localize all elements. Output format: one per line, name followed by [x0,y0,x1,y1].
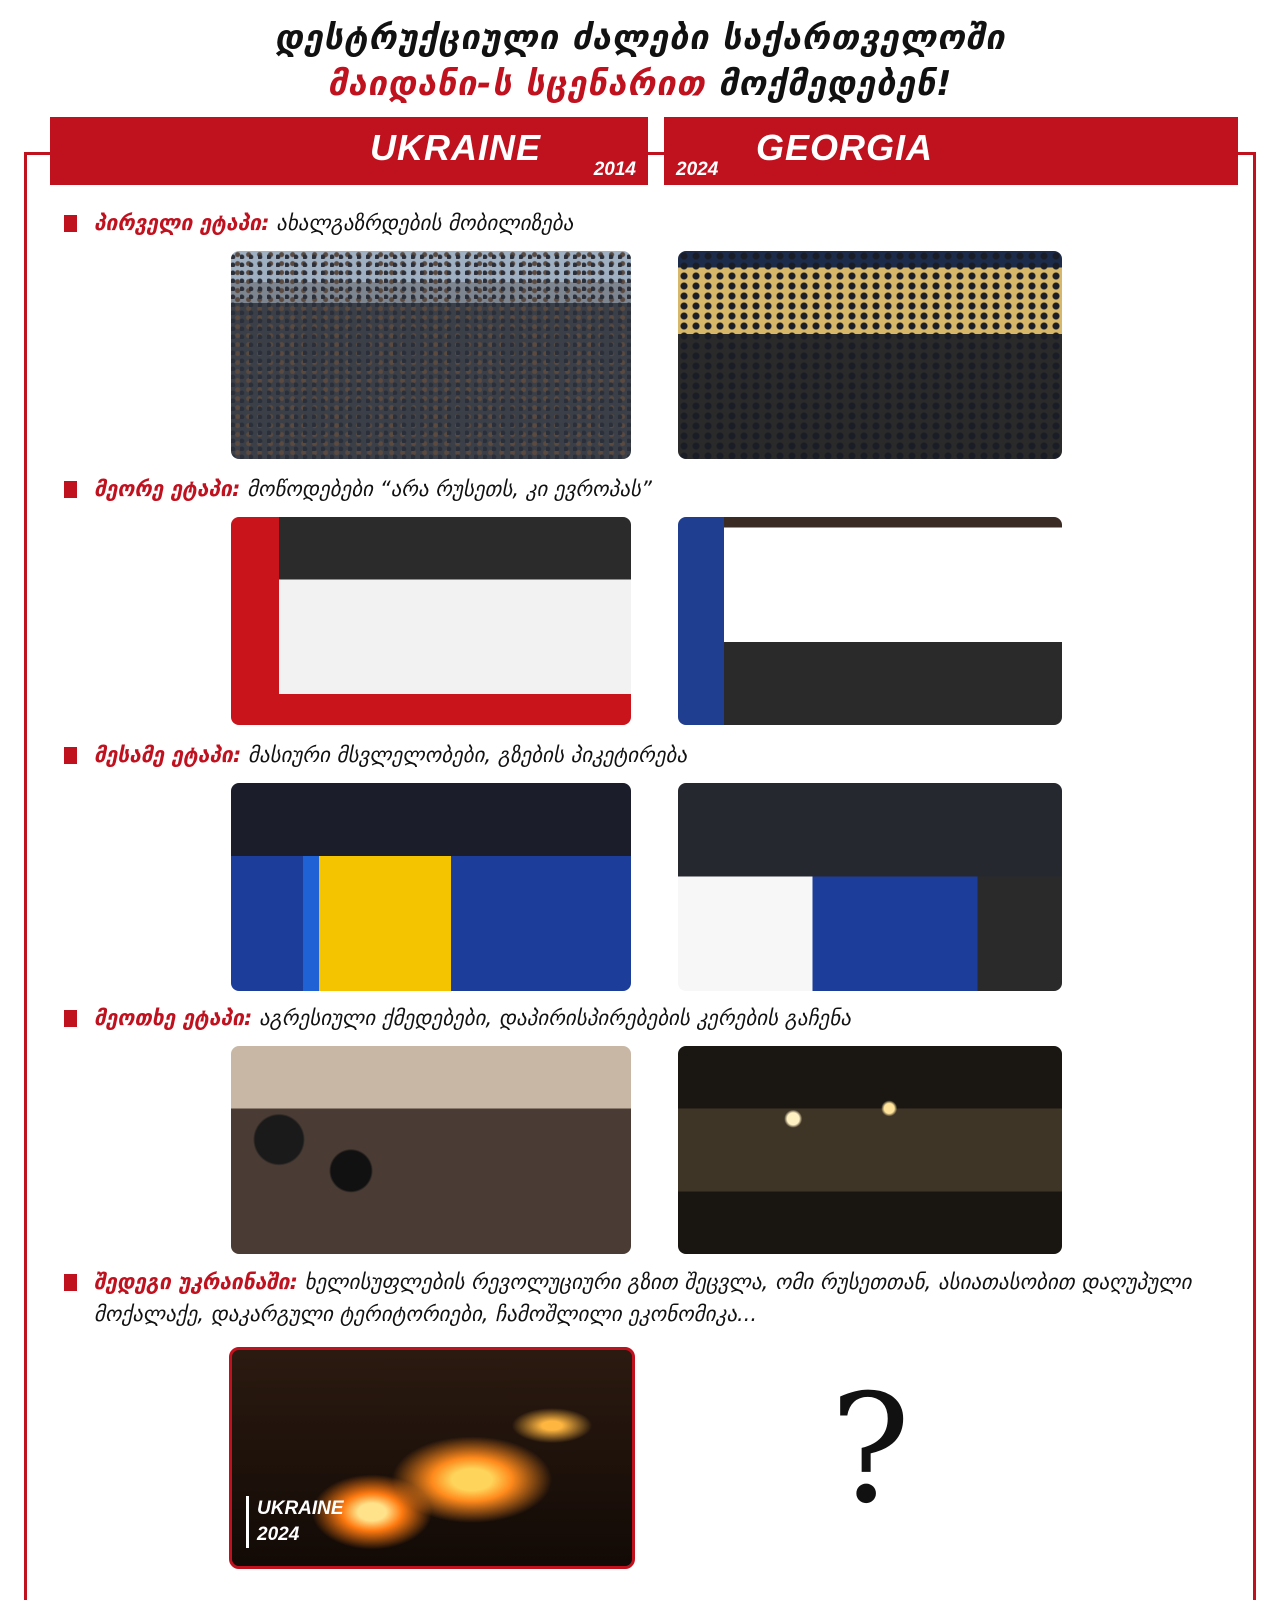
georgia-banner-country: GEORGIA [756,127,934,168]
georgia-banner-year: 2024 [676,159,719,180]
ukraine-banner-year: 2014 [593,159,636,180]
stage-4-heading [64,1002,1204,1034]
stage-1-label: პირველი ეტაპი: [94,211,270,235]
stage-2-description: მოწოდებები “არა რუსეთს, კი ევროპას” [247,477,652,501]
georgia-stage-4-photo [678,1046,1062,1254]
ukraine-stage-3-photo [231,783,631,991]
ukraine-stage-2-photo [231,517,631,725]
page-title-line-2 [0,64,1280,104]
result-heading [64,1266,1204,1330]
ukraine-2024-caption [246,1496,344,1548]
page-title-ending: მოქმედებენ! [718,64,953,104]
question-mark: ? [830,1363,911,1537]
result-description: ხელისუფლების რევოლუციური გზით შეცვლა, ომი რუსეთთან, ასიათასობით დაღუპული მოქალაქე, დაკარგული ტერიტორიები, ჩამოშლილი ეკონომიკა... [94,1270,1192,1326]
page-title-line-1: დესტრუქციული ძალები საქართველოში [274,18,1006,58]
stage-3-label: მესამე ეტაპი: [94,743,242,767]
ukraine-banner-country: UKRAINE [370,127,542,168]
ukraine-stage-1-photo [231,251,631,459]
caption-year: 2024 [257,1524,300,1545]
page-title-highlight: მაიდანი-ს სცენარით [327,64,706,104]
georgia-stage-2-photo [678,517,1062,725]
bullet-square-icon [64,1010,77,1027]
stage-4-label: მეოთხე ეტაპი: [94,1006,253,1030]
stage-3-description: მასიური მსვლელობები, გზების პიკეტირება [247,743,688,767]
stage-2-label: მეორე ეტაპი: [94,477,241,501]
stage-4-description: აგრესიული ქმედებები, დაპირისპირებების კერების გაჩენა [259,1006,851,1030]
caption-country: UKRAINE [257,1498,344,1519]
ukraine-stage-4-photo [231,1046,631,1254]
stage-1-description: ახალგაზრდების მობილიზება [276,211,574,235]
stage-2-heading [64,473,1204,505]
bullet-square-icon [64,747,77,764]
content-frame [24,152,1256,1600]
bullet-square-icon [64,215,77,232]
georgia-stage-1-photo [678,251,1062,459]
stage-3-heading [64,739,1204,771]
ukraine-banner [50,117,648,185]
result-label: შედეგი უკრაინაში: [94,1270,298,1294]
stage-1-heading [64,207,1204,239]
ukraine-2024-photo [229,1347,635,1569]
bullet-square-icon [64,1274,77,1291]
georgia-banner [664,117,1238,185]
bullet-square-icon [64,481,77,498]
georgia-stage-3-photo [678,783,1062,991]
